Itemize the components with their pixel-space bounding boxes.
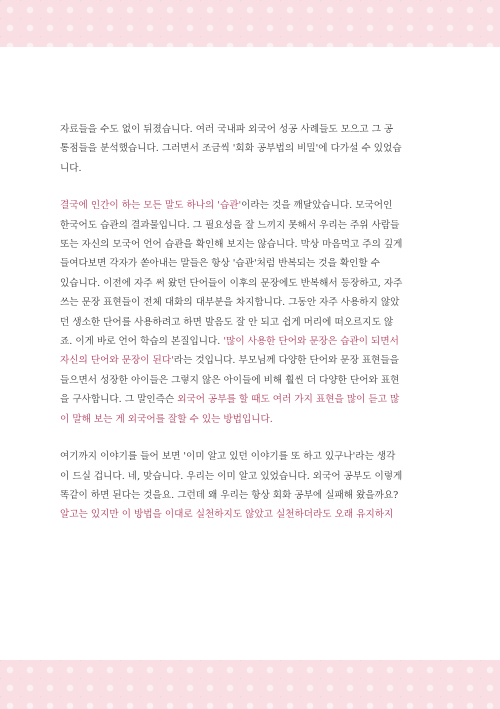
- body-text: 니다.: [60, 162, 82, 174]
- text-line: [60, 254, 440, 273]
- decorative-top-band: [0, 0, 500, 47]
- body-text: 들으면서 성장한 아이들은 그렇지 않은 아이들에 비해 훨씬 더 다양한 단어와 표현: [60, 374, 400, 386]
- text-line: [60, 410, 440, 429]
- body-text: 을 구사합니다. 그 말인즉슨: [60, 394, 178, 406]
- text-line: [60, 313, 440, 332]
- body-text: 한국어도 습관의 결과물입니다. 그 필요성을 잘 느끼지 못해서 우리는 주위 사람들: [60, 219, 400, 231]
- text-line: [60, 467, 440, 486]
- body-text: 던 생소한 단어를 사용하려고 하면 발음도 잘 안 되고 쉽게 머리에 떠오르지도 않: [60, 316, 394, 328]
- body-text: 쓰는 문장 표현들이 전체 대화의 대부분을 차지합니다. 그동안 자주 사용하지 않았: [60, 297, 400, 309]
- body-text: 똑같이 하면 된다는 것을요. 그런데 왜 우리는 항상 회화 공부에 실패해 왔을까요?: [60, 489, 399, 501]
- body-text: 여기까지 이야기를 들어 보면 '이미 알고 있던 이야기를 또 하고 있구나'라는 생각: [60, 451, 396, 463]
- text-line: [60, 159, 440, 178]
- text-line: [60, 447, 440, 466]
- text-line: [60, 196, 440, 215]
- highlighted-text: 알고는 있지만 이 방법을 이대로 실천하지도 않았고 실천하더라도 오래 유지하지: [60, 509, 394, 521]
- body-text: 또는 자신의 모국어 언어 습관을 확인해 보지는 않습니다. 막상 마음먹고 주의 깊게: [60, 239, 403, 251]
- body-text: 통점들을 분석했습니다. 그러면서 조금씩 '회화 공부법의 비밀'에 다가설 수 있었습: [60, 143, 402, 155]
- page-body: [60, 120, 440, 525]
- text-line: [60, 216, 440, 235]
- body-text: 들여다보면 각자가 쏟아내는 말들은 항상 '습관'처럼 반복되는 것을 확인할 수: [60, 258, 381, 270]
- highlighted-text: 자신의 단어와 문장이 된다': [60, 355, 174, 367]
- highlighted-text: 외국어 공부를 할 때도 여러 가지 표현을 많이 듣고 많: [177, 394, 400, 406]
- text-line: [60, 371, 440, 390]
- text-line: [60, 390, 440, 409]
- text-line: [60, 293, 440, 312]
- paragraph-why-fail: [60, 447, 440, 525]
- body-text: 자료들을 수도 없이 뒤졌습니다. 여러 국내파 외국어 성공 사례들도 모으고 그 공: [60, 124, 394, 135]
- text-line: [60, 235, 440, 254]
- decorative-bottom-band: [0, 660, 500, 709]
- highlighted-text: 결국에 인간이 하는 모든 말도 하나의 '습관': [60, 200, 242, 212]
- body-text: 있습니다. 이전에 자주 써 왔던 단어들이 이후의 문장에도 반복해서 등장하고, 자주: [60, 277, 403, 289]
- text-line: [60, 139, 440, 158]
- highlighted-text: '많이 사용한 단어와 문장은 습관이 되면서: [223, 336, 399, 348]
- text-line: [60, 332, 440, 351]
- paragraph-research: [60, 120, 440, 178]
- body-text: 죠. 이게 바로 언어 학습의 본질입니다.: [60, 336, 224, 348]
- text-line: [60, 486, 440, 505]
- text-line: [60, 505, 440, 524]
- paragraph-habit: [60, 196, 440, 429]
- body-text: 이라는 것을 깨달았습니다. 모국어인: [241, 200, 393, 212]
- text-line: [60, 120, 440, 139]
- body-text: 라는 것입니다. 부모님께 다양한 단어와 문장 표현들을: [173, 355, 399, 367]
- text-line: [60, 351, 440, 370]
- highlighted-text: 이 말해 보는 게 외국어를 잘할 수 있는 방법입니다.: [60, 413, 273, 425]
- text-line: [60, 274, 440, 293]
- body-text: 이 드실 겁니다. 네, 맞습니다. 우리는 이미 알고 있었습니다. 외국어 공부도 이렇게: [60, 470, 403, 482]
